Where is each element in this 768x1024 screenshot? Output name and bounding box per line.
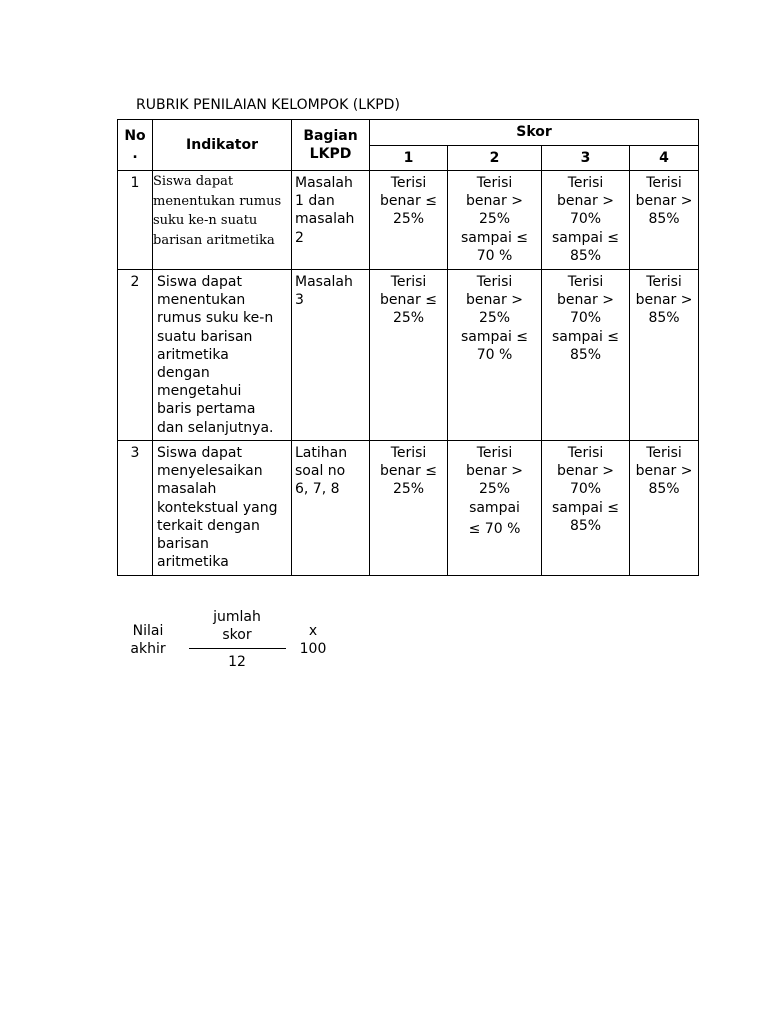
- indikator-cell: Siswa dapat menentukan rumus suku ke-n suatu barisan aritmetika: [153, 171, 292, 270]
- score-4-cell: Terisi benar > 85%: [630, 441, 699, 576]
- formula-numerator: jumlah skor: [213, 609, 261, 643]
- formula-label: Nilai akhir: [130, 623, 166, 657]
- score-1-cell: Terisi benar ≤ 25%: [370, 270, 448, 441]
- score-2-cell: Terisi benar > 25% sampai ≤ 70 %: [448, 171, 542, 270]
- indikator-cell: Siswa dapat menyelesaikan masalah kontekstual yang terkait dengan barisan aritmetika: [153, 441, 292, 576]
- header-no: No .: [118, 120, 153, 171]
- rubric-table: [117, 119, 699, 576]
- header-score-1: 1: [370, 146, 448, 171]
- score-3-cell: Terisi benar > 70% sampai ≤ 85%: [542, 171, 630, 270]
- bagian-cell: Masalah 3: [292, 270, 370, 441]
- row-number: 3: [118, 441, 153, 576]
- header-bagian-lkpd: Bagian LKPD: [292, 120, 370, 171]
- score-4-cell: Terisi benar > 85%: [630, 171, 699, 270]
- score-1-cell: Terisi benar ≤ 25%: [370, 441, 448, 576]
- score-2-cell: Terisi benar > 25% sampai ≤ 70 %: [448, 270, 542, 441]
- formula-denominator: 12: [228, 654, 246, 670]
- header-score-4: 4: [630, 146, 699, 171]
- bagian-cell: Latihan soal no 6, 7, 8: [292, 441, 370, 576]
- table-row: [118, 171, 699, 270]
- header-skor: Skor: [370, 120, 699, 146]
- header-indikator: Indikator: [153, 120, 292, 171]
- document-title: RUBRIK PENILAIAN KELOMPOK (LKPD): [136, 97, 400, 113]
- header-row-top: [118, 120, 699, 146]
- formula-multiplier: x 100: [299, 623, 327, 657]
- score-3-cell: Terisi benar > 70% sampai ≤ 85%: [542, 270, 630, 441]
- indikator-cell: Siswa dapat menentukan rumus suku ke-n suatu barisan aritmetika dengan mengetahui baris pertama dan selanjutnya.: [153, 270, 292, 441]
- score-4-cell: Terisi benar > 85%: [630, 270, 699, 441]
- score-2-cell: [448, 441, 542, 576]
- score-1-cell: Terisi benar ≤ 25%: [370, 171, 448, 270]
- header-score-2: 2: [448, 146, 542, 171]
- row-number: 2: [118, 270, 153, 441]
- row-number: 1: [118, 171, 153, 270]
- score-2-text: Terisi benar > 25% sampai: [466, 445, 523, 516]
- score-3-cell: Terisi benar > 70% sampai ≤ 85%: [542, 441, 630, 576]
- bagian-cell: Masalah 1 dan masalah 2: [292, 171, 370, 270]
- score-2-text-tail: ≤ 70 %: [468, 520, 521, 537]
- fraction-bar: [189, 648, 286, 649]
- table-row: [118, 441, 699, 576]
- header-score-3: 3: [542, 146, 630, 171]
- table-row: [118, 270, 699, 441]
